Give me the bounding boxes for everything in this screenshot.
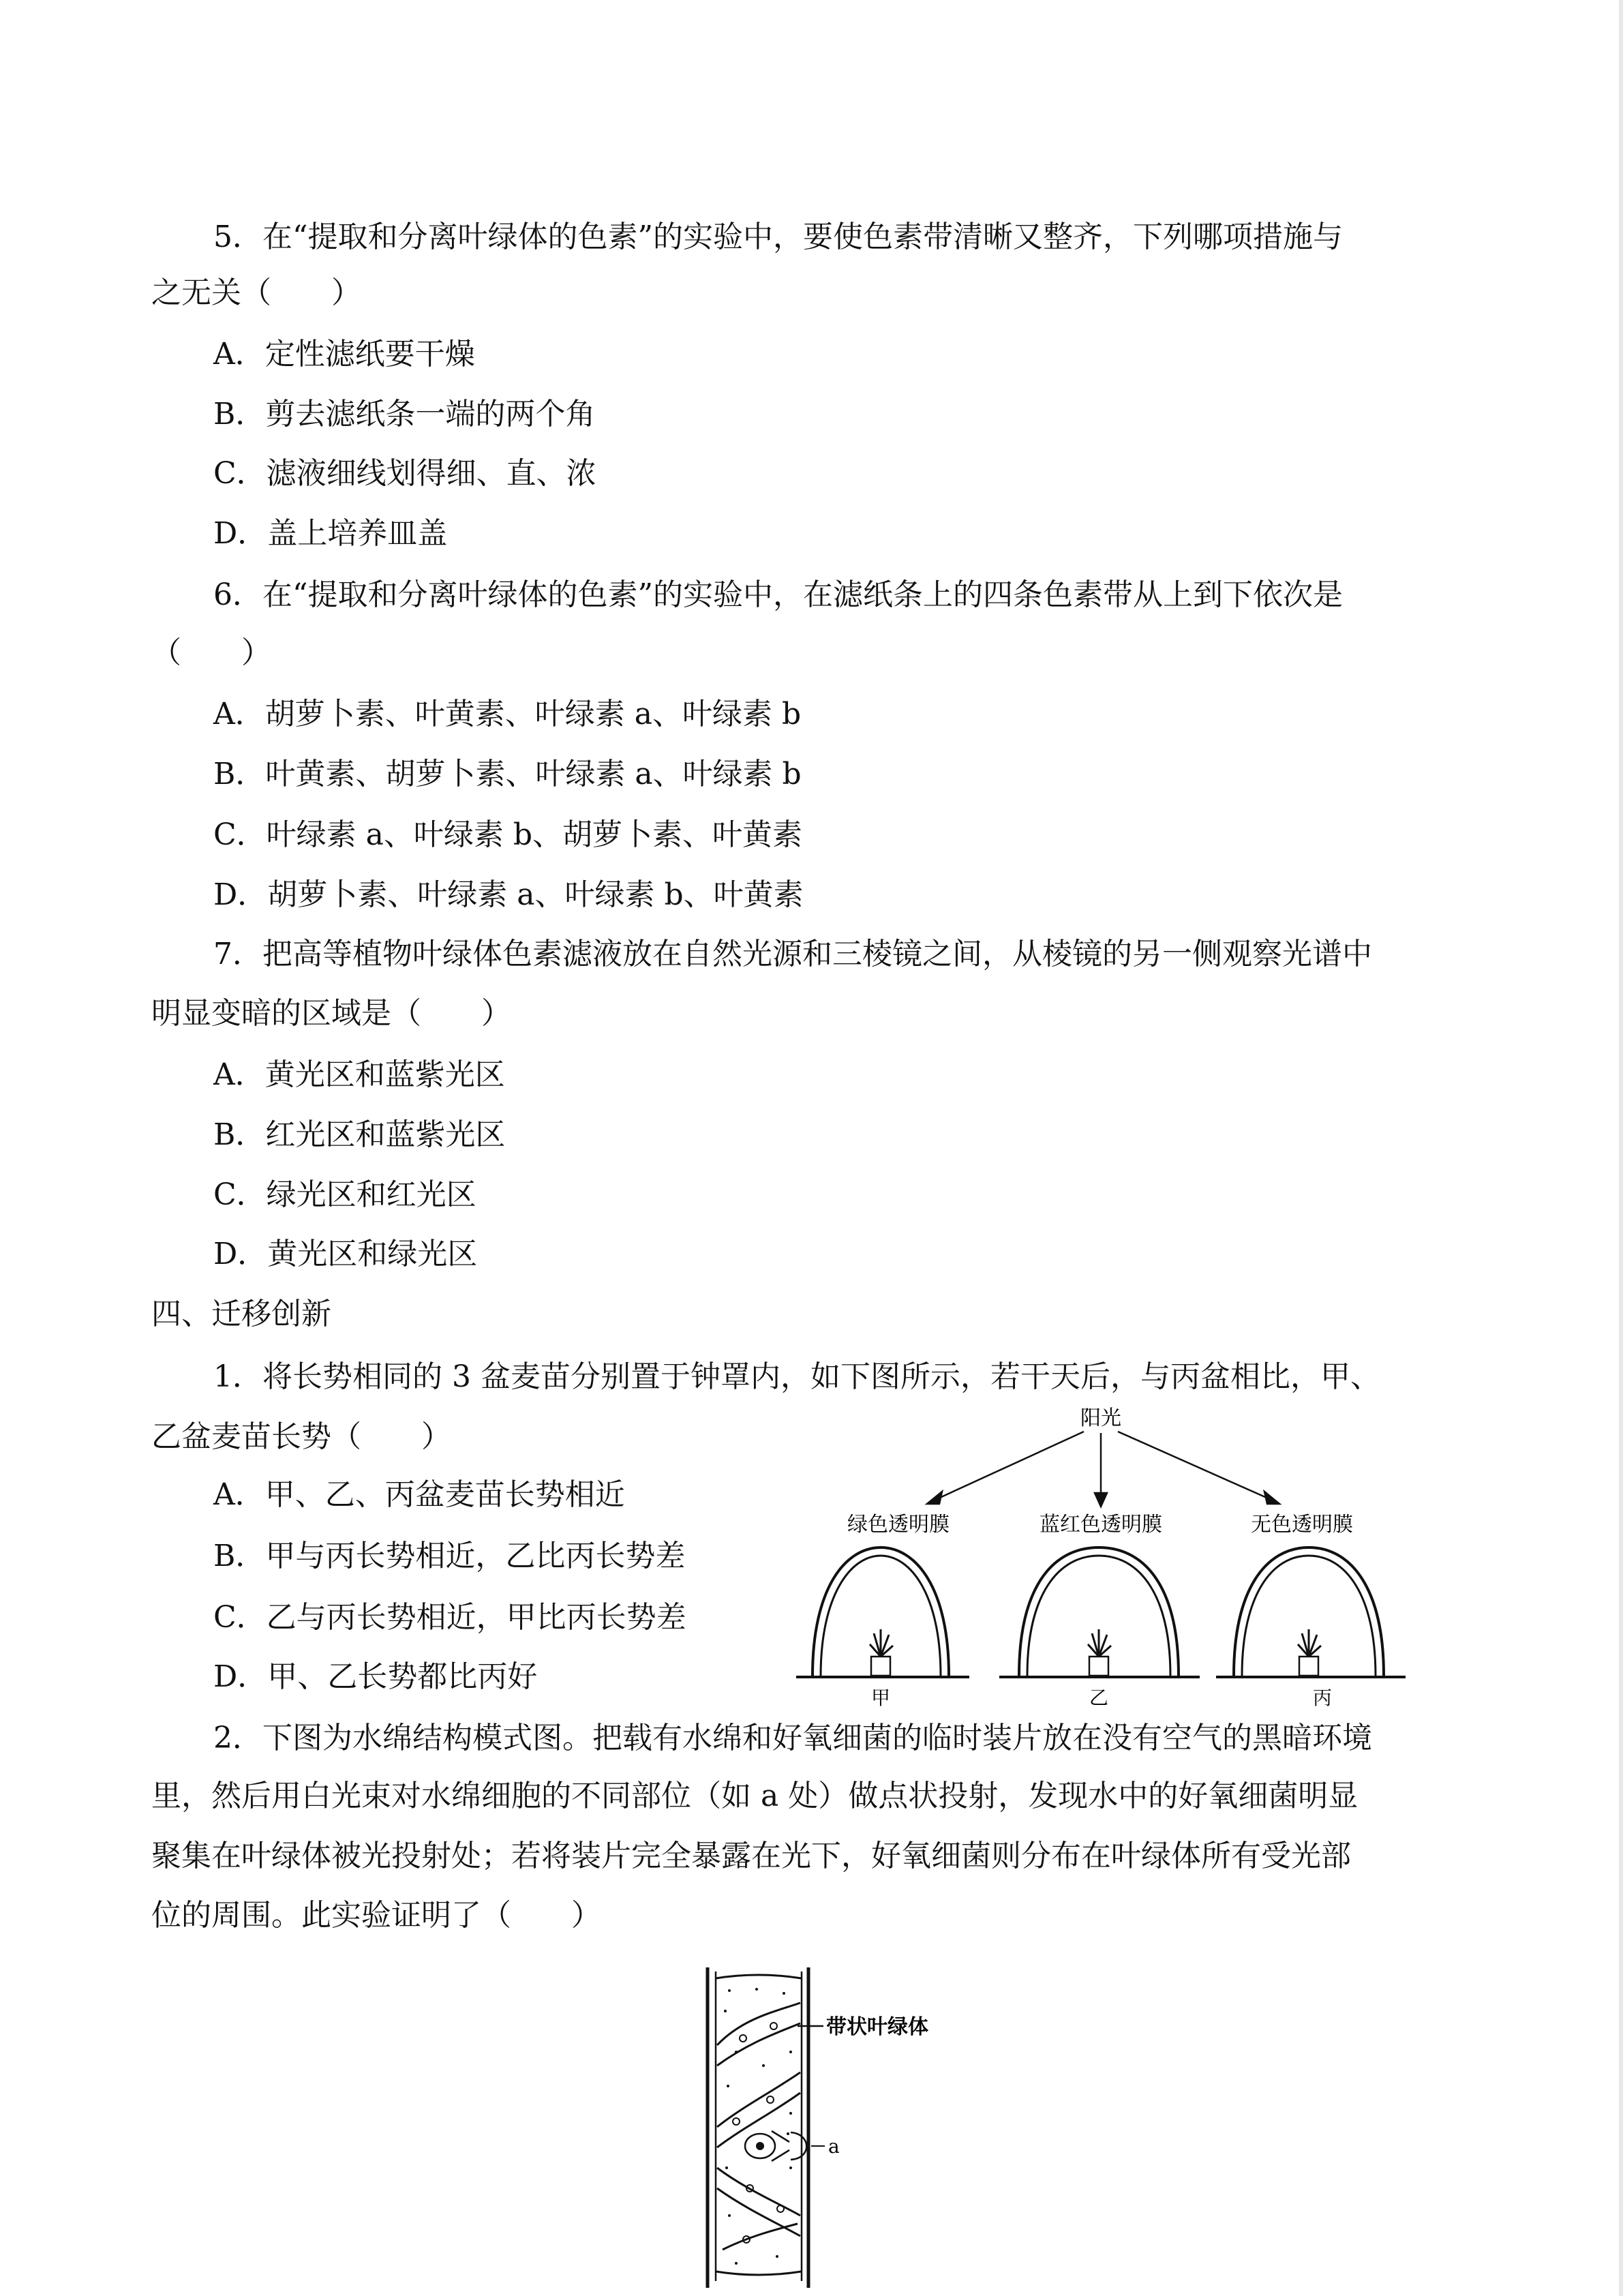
q6-stem-line2: （ ）: [151, 635, 271, 670]
q7-option-c: C．绿光区和红光区: [213, 1177, 476, 1212]
t1-stem-line2: 乙盆麦苗长势（ ）: [151, 1419, 451, 1454]
q6-option-a: A．胡萝卜素、叶黄素、叶绿素 a、叶绿素 b: [213, 697, 802, 731]
q5-option-c: C．滤液细线划得细、直、浓: [213, 456, 596, 491]
pot-label-yi: 乙: [1089, 1687, 1109, 1709]
point-a-label: a: [828, 2135, 840, 2158]
q6-option-b: B．叶黄素、胡萝卜素、叶绿素 a、叶绿素 b: [213, 757, 802, 791]
wheat-pot-yi: [1088, 1629, 1111, 1676]
q5-option-d: D．盖上培养皿盖: [213, 516, 448, 551]
film-label-green: 绿色透明膜: [847, 1513, 950, 1537]
spirogyra-cell: [708, 1967, 808, 2288]
q6-option-c: C．叶绿素 a、叶绿素 b、胡萝卜素、叶黄素: [213, 817, 803, 852]
film-label-bluered: 蓝红色透明膜: [1040, 1513, 1162, 1537]
q5-stem-line2: 之无关（ ）: [151, 275, 361, 310]
wheat-pot-bing: [1298, 1629, 1321, 1676]
q5-stem-line1: 5．在“提取和分离叶绿体的色素”的实验中，要使色素带清晰又整齐，下列哪项措施与: [213, 220, 1343, 254]
wheat-pot-jia: [870, 1629, 893, 1676]
q7-stem-line1: 7．把高等植物叶绿体色素滤液放在自然光源和三棱镜之间，从棱镜的另一侧观察光谱中: [213, 937, 1372, 971]
chloroplast-label: 带状叶绿体: [826, 2015, 928, 2039]
q5-option-a: A．定性滤纸要干燥: [213, 337, 475, 372]
t1-option-c: C．乙与丙长势相近，甲比丙长势差: [213, 1600, 686, 1635]
pot-label-jia: 甲: [870, 1687, 891, 1709]
bell-jar-bing: [1216, 1547, 1406, 1709]
bell-jar-jia: [796, 1547, 969, 1709]
q7-option-b: B．红光区和蓝紫光区: [213, 1117, 506, 1152]
q7-option-a: A．黄光区和蓝紫光区: [213, 1057, 505, 1092]
sunlight-arrows: [927, 1432, 1279, 1507]
t2-stem-line3: 聚集在叶绿体被光投射处；若将装片完全暴露在光下，好氧细菌则分布在叶绿体所有受光部: [151, 1839, 1351, 1873]
q7-option-d: D．黄光区和绿光区: [213, 1237, 478, 1271]
t1-option-a: A．甲、乙、丙盆麦苗长势相近: [213, 1477, 625, 1512]
t2-stem-line4: 位的周围。此实验证明了（ ）: [151, 1898, 601, 1933]
q7-stem-line2: 明显变暗的区域是（ ）: [151, 996, 511, 1031]
q6-stem-line1: 6．在“提取和分离叶绿体的色素”的实验中，在滤纸条上的四条色素带从上到下依次是: [213, 577, 1343, 612]
film-label-clear: 无色透明膜: [1251, 1513, 1353, 1537]
q6-option-d: D．胡萝卜素、叶绿素 a、叶绿素 b、叶黄素: [213, 877, 804, 912]
t1-option-b: B．甲与丙长势相近，乙比丙长势差: [213, 1539, 686, 1573]
bell-jar-figure: [791, 1404, 1425, 1711]
page-edge: [1619, 0, 1623, 2296]
bell-jar-yi: [999, 1547, 1200, 1709]
t2-stem-line2: 里，然后用白光束对水绵细胞的不同部位（如 a 处）做点状投射，发现水中的好氧细菌明显: [151, 1779, 1359, 1813]
t1-stem-line1: 1．将长势相同的 3 盆麦苗分别置于钟罩内，如下图所示，若干天后，与丙盆相比，甲、: [213, 1359, 1380, 1394]
t2-stem-line1: 2．下图为水绵结构模式图。把载有水绵和好氧细菌的临时装片放在没有空气的黑暗环境: [213, 1721, 1372, 1755]
spirogyra-figure: [695, 1963, 982, 2291]
sun-label: 阳光: [1080, 1406, 1121, 1430]
section-heading: 四、迁移创新: [151, 1297, 331, 1331]
t1-option-d: D．甲、乙长势都比丙好: [213, 1659, 538, 1694]
q5-option-b: B．剪去滤纸条一端的两个角: [213, 397, 596, 432]
pot-label-bing: 丙: [1312, 1687, 1333, 1709]
